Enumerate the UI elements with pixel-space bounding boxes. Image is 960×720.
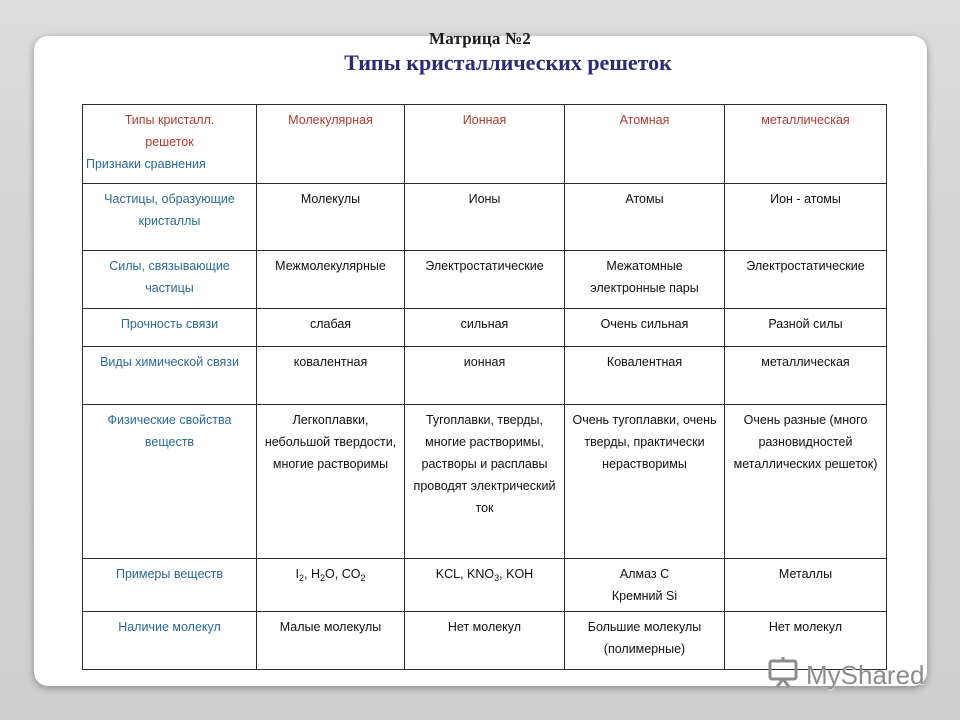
- column-header-atomic: Атомная: [565, 105, 725, 184]
- example-diamond: Алмаз С: [619, 567, 670, 581]
- row-label: Наличие молекул: [83, 612, 257, 670]
- row-label: Силы, связывающие частицы: [83, 251, 257, 309]
- table-cell: металлическая: [725, 347, 887, 405]
- column-header-ionic: Ионная: [405, 105, 565, 184]
- table-cell: Очень сильная: [565, 309, 725, 347]
- table-cell: Ионы: [405, 184, 565, 251]
- row-label: Частицы, образующие кристаллы: [83, 184, 257, 251]
- table-cell: [565, 559, 725, 612]
- table-cell: ковалентная: [257, 347, 405, 405]
- table-cell: Ион - атомы: [725, 184, 887, 251]
- row-label: Прочность связи: [83, 309, 257, 347]
- table-row: [83, 559, 887, 612]
- formula-ionic: KCL, $KNO_3$, KOH: [435, 567, 534, 583]
- table-cell: Электростатические: [405, 251, 565, 309]
- table-row: [83, 405, 887, 559]
- table-cell: Молекулы: [257, 184, 405, 251]
- presentation-board-icon: [766, 655, 800, 696]
- corner-line-lattices: решеток: [145, 135, 194, 149]
- corner-line-criteria: Признаки сравнения: [86, 157, 206, 171]
- myshared-watermark: [766, 655, 936, 695]
- table-cell: ионная: [405, 347, 565, 405]
- watermark-text: MyShared: [806, 659, 925, 690]
- table-cell: Легкоплавки, небольшой твердости, многие растворимы: [257, 405, 405, 559]
- table-cell: Электростатические: [725, 251, 887, 309]
- table-cell: Большие молекулы (полимерные): [565, 612, 725, 670]
- table-row: [83, 184, 887, 251]
- formula-molecular: $I_2$, $H_2O$, $CO_2$: [295, 567, 366, 583]
- slide-subtitle: Матрица №2: [428, 29, 532, 48]
- row-label: Физические свойства веществ: [83, 405, 257, 559]
- table-cell: Межатомные электронные пары: [565, 251, 725, 309]
- table-cell-formula: [257, 559, 405, 612]
- row-label: Виды химической связи: [83, 347, 257, 405]
- table-cell: слабая: [257, 309, 405, 347]
- table-cell: Малые молекулы: [257, 612, 405, 670]
- table-cell: Нет молекул: [405, 612, 565, 670]
- table-cell: Нет молекул: [725, 612, 887, 670]
- table-cell: Тугоплавки, тверды, многие растворимы, растворы и расплавы проводят электрический ток: [405, 405, 565, 559]
- table-cell-formula: [405, 559, 565, 612]
- table-cell: Металлы: [725, 559, 887, 612]
- table-cell: Очень разные (много разновидностей металлических решеток): [725, 405, 887, 559]
- table-row: [83, 251, 887, 309]
- corner-line-types: Типы кристалл.: [124, 113, 215, 127]
- table-cell: Атомы: [565, 184, 725, 251]
- table-cell: сильная: [405, 309, 565, 347]
- comparison-matrix: [82, 104, 887, 670]
- example-silicon: Кремний Si: [611, 589, 678, 603]
- column-header-molecular: Молекулярная: [257, 105, 405, 184]
- table-row: [83, 105, 887, 184]
- table-cell: Ковалентная: [565, 347, 725, 405]
- column-header-metallic: металлическая: [725, 105, 887, 184]
- corner-header: [83, 105, 257, 184]
- table-row: [83, 347, 887, 405]
- table-cell: Очень тугоплавки, очень тверды, практически нерастворимы: [565, 405, 725, 559]
- row-label: Примеры веществ: [83, 559, 257, 612]
- table-cell: Разной силы: [725, 309, 887, 347]
- table-cell: Межмолекулярные: [257, 251, 405, 309]
- slide-title: Типы кристаллических решеток: [344, 50, 672, 75]
- table-row: [83, 309, 887, 347]
